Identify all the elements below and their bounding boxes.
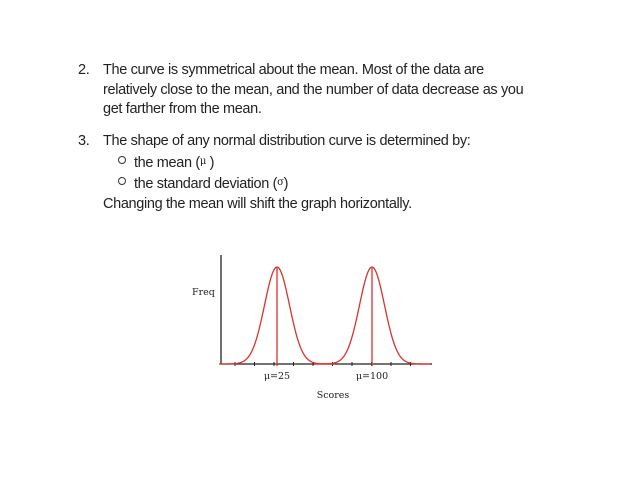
bullet-sd-prefix: the standard deviation ( xyxy=(134,176,278,192)
mu-symbol: μ xyxy=(199,155,206,167)
bullet-mean-suffix: ) xyxy=(205,154,215,171)
item2-line-1: The curve is symmetrical about the mean. Most of the data are xyxy=(103,62,484,78)
mean-label-2: μ=100 xyxy=(355,371,389,382)
bullet-mean-prefix: the mean ( xyxy=(134,154,200,171)
bullet-sd-suffix: ) xyxy=(283,176,289,192)
y-axis-label: Freq xyxy=(192,287,215,298)
x-axis-label: Scores xyxy=(316,390,350,401)
list-number-2: 2. xyxy=(78,62,90,78)
item3-note: Changing the mean will shift the graph horizontally. xyxy=(103,195,412,212)
mean-label-1: μ=25 xyxy=(263,371,291,382)
item2-line-3: get farther from the mean. xyxy=(103,101,262,117)
sigma-symbol: σ xyxy=(277,177,284,188)
list-number-3: 3. xyxy=(78,133,90,149)
item3-intro: The shape of any normal distribution curve is determined by: xyxy=(103,133,471,149)
item2-line-2: relatively close to the mean, and the number of data decrease as you xyxy=(103,81,524,98)
